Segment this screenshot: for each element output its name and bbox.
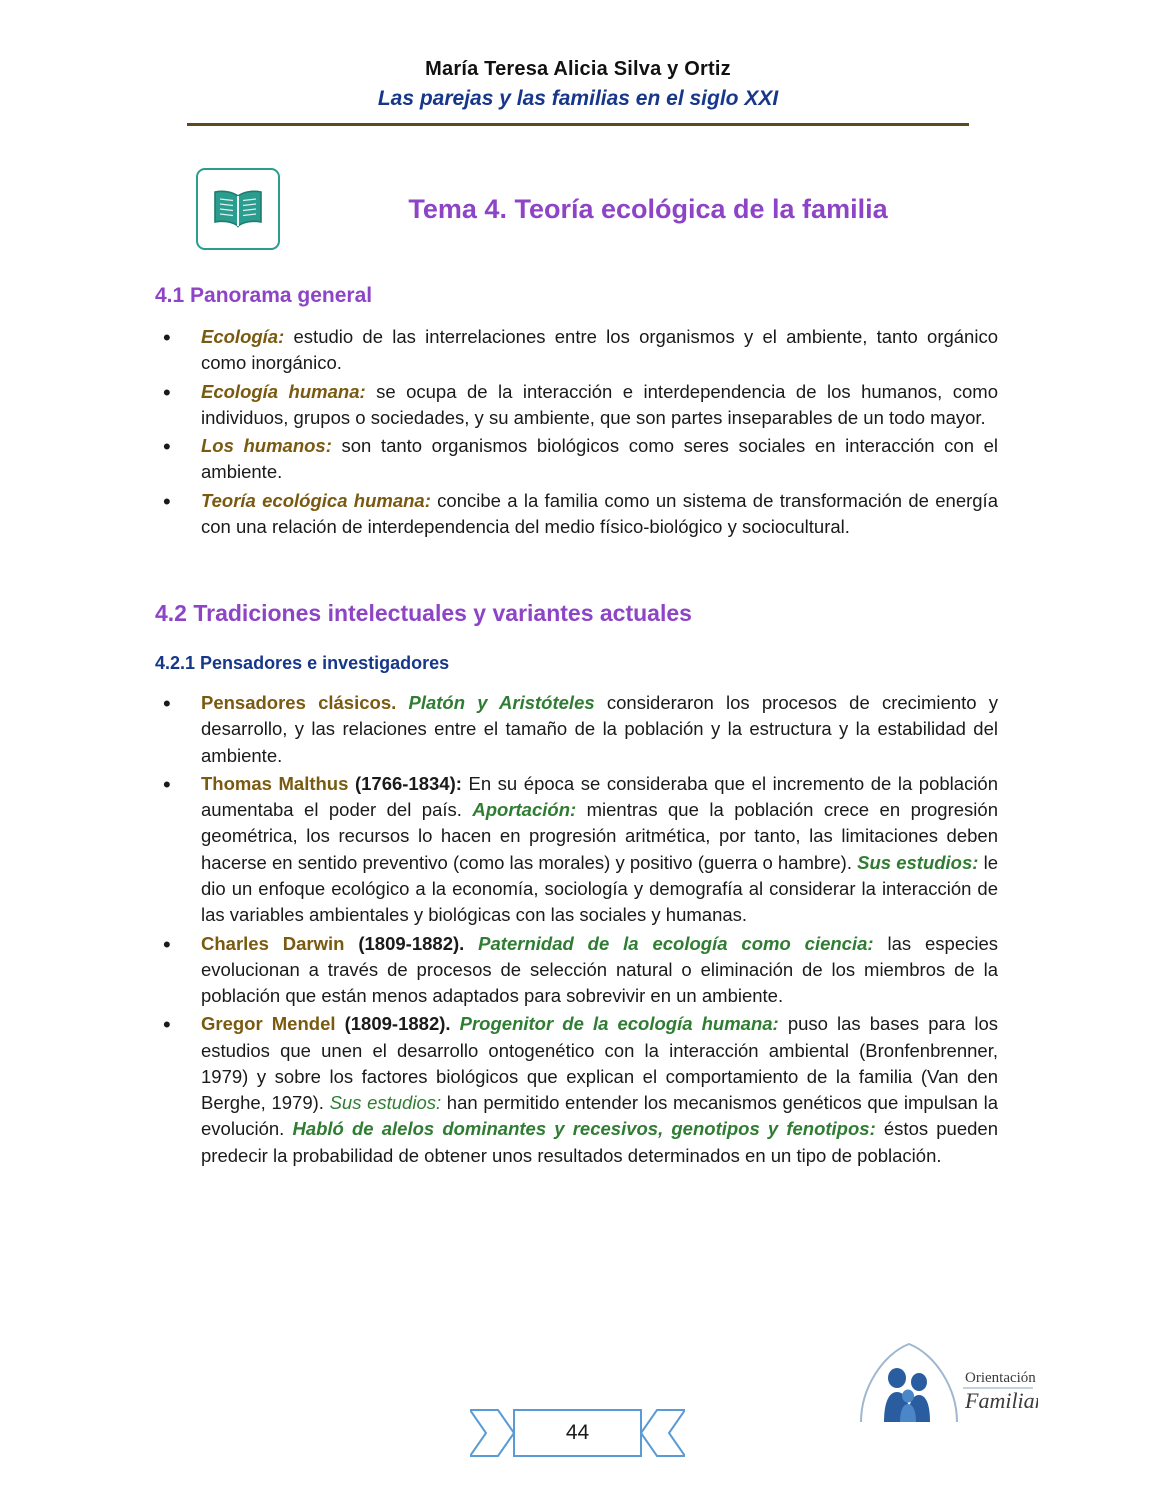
bullet-emphasis-italic: Sus estudios: bbox=[329, 1092, 442, 1114]
list-item bbox=[155, 433, 998, 486]
bullet-list-4-1 bbox=[0, 324, 1156, 540]
bullet-emphasis: Platón y Aristóteles bbox=[396, 692, 595, 714]
bullet-lead: Teoría ecológica humana: bbox=[201, 489, 431, 511]
bullet-text: las especies evolucionan a través de procesos de selección natural o eliminación de los miembros de la población que están menos adaptados para sobrevivir en un ambiente. bbox=[201, 932, 999, 1007]
orientacion-familiar-logo bbox=[853, 1338, 1038, 1430]
bullet-text: han permitido entender los mecanismos genéticos que impulsan la evolución. bbox=[201, 1092, 998, 1140]
list-item bbox=[155, 488, 998, 541]
page-number-ribbon bbox=[470, 1404, 685, 1462]
list-item bbox=[155, 379, 998, 432]
bullet-text: puso las bases para los estudios que unen el desarrollo ontogenético con la interacción ambiental (Bronfenbrenner, 1979) y sobre los factores biológicos que explican el comportamiento de la familia (Van den Berghe, 1979). bbox=[201, 1013, 998, 1114]
chapter-title-row bbox=[0, 168, 1156, 250]
bullet-list-4-2-1 bbox=[0, 690, 1156, 1169]
page-number: 44 bbox=[565, 1421, 590, 1444]
open-book-icon bbox=[196, 168, 280, 250]
bullet-text: mientras que la población crece en progresión geométrica, los recursos lo hacen en progresión aritmética, por tanto, las limitaciones deben hacerse en sentido preventivo (como las morales) y positivo (guerra o hambre). bbox=[201, 799, 998, 873]
section-heading-4-2: 4.2 Tradiciones intelectuales y variantes actuales bbox=[155, 600, 692, 627]
subsection-heading-4-2-1: 4.2.1 Pensadores e investigadores bbox=[155, 653, 450, 674]
bullet-text: concibe a la familia como un sistema de transformación de energía con una relación de interdependencia del medio físico-biológico y sociocultural. bbox=[201, 489, 998, 537]
bullet-emphasis: Aportación: bbox=[472, 799, 577, 821]
bullet-text: estudio de las interrelaciones entre los organismos y el ambiente, tanto orgánico como inorgánico. bbox=[201, 326, 998, 374]
list-item bbox=[155, 324, 998, 377]
header-divider bbox=[187, 123, 969, 126]
bullet-text: éstos pueden predecir la probabilidad de obtener unos resultados determinados en un tipo de población. bbox=[201, 1118, 998, 1166]
bullet-text: son tanto organismos biológicos como seres sociales en interacción con el ambiente. bbox=[201, 435, 998, 483]
bullet-lead: Pensadores clásicos. bbox=[201, 692, 397, 714]
bullet-lead: Charles Darwin bbox=[201, 932, 345, 954]
bullet-text: consideraron los procesos de crecimiento y desarrollo, y las relaciones entre el tamaño de la población y la estructura y la estabilidad del ambiente. bbox=[201, 692, 998, 766]
bullet-lead: Ecología humana: bbox=[201, 380, 366, 402]
bullet-emphasis: Sus estudios: bbox=[857, 851, 979, 873]
bullet-dates: (1809-1882). bbox=[344, 932, 465, 954]
list-item bbox=[155, 1011, 998, 1169]
bullet-emphasis: Habló de alelos dominantes y recesivos, genotipos y fenotipos: bbox=[292, 1118, 876, 1140]
list-item bbox=[155, 690, 998, 769]
bullet-lead: Gregor Mendel bbox=[201, 1013, 336, 1035]
svg-text:Familiar: Familiar bbox=[965, 1388, 1038, 1413]
bullet-dates: (1766-1834): bbox=[348, 772, 462, 794]
bullet-text: En su época se consideraba que el incremento de la población aumentaba el poder del país. bbox=[201, 772, 999, 821]
page-footer bbox=[0, 1306, 1156, 1496]
page-header bbox=[0, 0, 1156, 126]
bullet-text: le dio un enfoque ecológico a la economía, sociología y demografía al considerar la interacción de las variables ambientales y biológicas con las sociales y humanas. bbox=[201, 851, 998, 926]
chapter-title: Tema 4. Teoría ecológica de la familia bbox=[408, 193, 888, 224]
bullet-lead: Ecología: bbox=[201, 326, 285, 347]
list-item bbox=[155, 771, 998, 929]
bullet-emphasis: Paternidad de la ecología como ciencia: bbox=[464, 932, 874, 954]
bullet-dates: (1809-1882). bbox=[335, 1013, 451, 1035]
bullet-emphasis: Progenitor de la ecología humana: bbox=[450, 1013, 779, 1035]
header-author: María Teresa Alicia Silva y Ortiz bbox=[425, 58, 731, 80]
list-item bbox=[155, 931, 998, 1010]
section-heading-4-1: 4.1 Panorama general bbox=[155, 284, 373, 307]
svg-text:Orientación: Orientación bbox=[965, 1370, 1036, 1386]
header-book-title: Las parejas y las familias en el siglo XXI bbox=[377, 87, 779, 110]
bullet-text: se ocupa de la interacción e interdependencia de los humanos, como individuos, grupos o sociedades, y su ambiente, que son partes inseparables de un todo mayor. bbox=[201, 380, 999, 428]
bullet-lead: Thomas Malthus bbox=[201, 772, 349, 794]
bullet-lead: Los humanos: bbox=[201, 435, 332, 457]
